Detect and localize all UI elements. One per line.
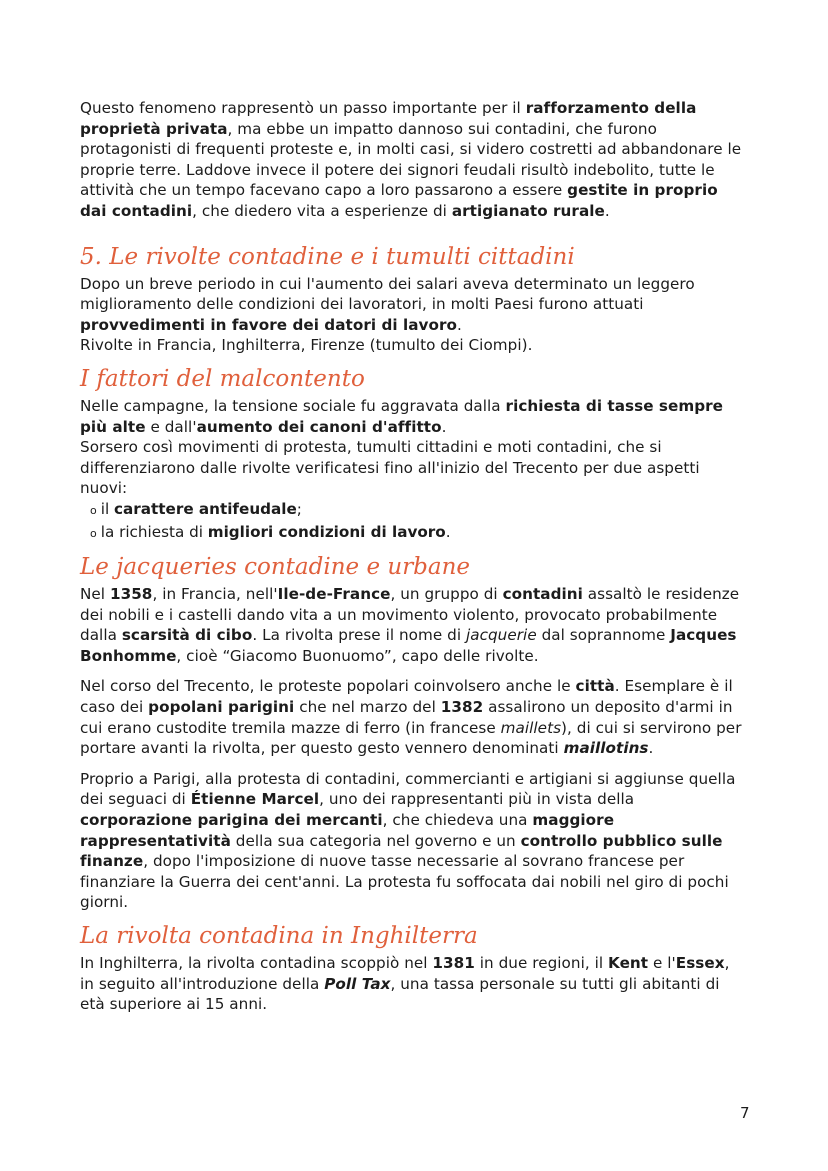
bullet-list: [80, 499, 748, 544]
bold-text: carattere antifeudale: [114, 499, 297, 518]
text: .: [604, 201, 610, 220]
text: , in Francia, nell': [152, 585, 278, 604]
bold-text: città: [575, 677, 615, 696]
text: In Inghilterra, la rivolta contadina scoppiò nel: [80, 954, 433, 972]
text: assalirono un deposito d'armi in cui erano custodite tremila mazze di ferro (in francese: [80, 698, 733, 737]
bold-text: rafforzamento della proprietà privata: [80, 99, 697, 138]
text: , una tassa personale su tutti gli abitanti di età superiore ai 15 anni.: [80, 974, 720, 1014]
text: il: [100, 499, 115, 518]
text: Nel: [80, 585, 110, 604]
list-item: [90, 499, 748, 522]
bold-text: artigianato rurale: [451, 201, 605, 220]
text: della sua categoria nel governo e un: [230, 831, 521, 850]
bold-text: aumento dei canoni d'affitto: [196, 417, 442, 436]
subheading-rivolta-inghilterra: La rivolta contadina in Inghilterra: [80, 923, 478, 949]
bold-text: 1358: [109, 585, 153, 604]
bold-text: controllo pubblico sulle finanze: [80, 831, 723, 871]
bold-text: maggiore rappresentatività: [80, 811, 615, 850]
bold-text: 1381: [432, 954, 475, 972]
subheading-fattori-malcontento: I fattori del malcontento: [80, 365, 365, 392]
text: .: [445, 522, 451, 541]
bold-text: Étienne Marcel: [190, 790, 320, 809]
section-heading-rivolte: 5. Le rivolte contadine e i tumulti cittadini: [80, 243, 575, 270]
italic-text: jacquerie: [465, 626, 537, 645]
text: .: [441, 417, 447, 436]
text: Dopo un breve periodo in cui l'aumento dei salari aveva determinato un leggero miglioramento delle condizioni dei lavoratori, in molti Paesi furono attuati: [80, 274, 695, 314]
bullet-marker: o: [90, 503, 97, 517]
bold-text: contadini: [502, 585, 583, 604]
text: , un gruppo di: [390, 585, 503, 604]
bold-text: 1382: [440, 698, 484, 717]
bold-text: Essex: [675, 954, 725, 972]
text: ), di cui si servirono per portare avanti la rivolta, per questo gesto vennero denominati: [80, 718, 742, 758]
bold-text: richiesta di tasse sempre più alte: [80, 396, 724, 436]
paragraph-proprieta-privata: [80, 98, 748, 222]
text: in due regioni, il: [474, 954, 609, 972]
bold-text: popolani parigini: [148, 698, 295, 717]
text: la richiesta di: [100, 522, 208, 541]
bold-text: Kent: [608, 954, 649, 972]
bullet-marker: o: [90, 526, 97, 540]
text: e l': [648, 954, 676, 972]
text: Nel corso del Trecento, le proteste popolari coinvolsero anche le: [80, 677, 576, 696]
bold-text: migliori condizioni di lavoro: [207, 522, 446, 541]
text: , dopo l'imposizione di nuove tasse necessarie al sovrano francese per finanziare la Guerra dei cent'anni. La protesta fu soffocata dai nobili nel giro di pochi giorni.: [80, 852, 729, 912]
paragraph-maillotins: [80, 676, 748, 758]
text: Questo fenomeno rappresentò un passo importante per il: [80, 99, 526, 117]
text: che nel marzo del: [294, 698, 441, 717]
text: , ma ebbe un impatto dannoso sui contadini, che furono protagonisti di frequenti proteste e, in molti casi, si videro costretti ad abbandonare le proprie terre. Laddove invece il potere dei signori feudali risultò indebolito, tutte le attività che un tempo facevano capo a loro passarono a essere: [80, 119, 742, 200]
bold-text: provvedimenti in favore dei datori di lavoro: [80, 315, 457, 334]
text: , cioè “Giacomo Buonuomo”, capo delle rivolte.: [176, 646, 539, 665]
text: Rivolte in Francia, Inghilterra, Firenze (tumulto dei Ciompi).: [80, 336, 533, 355]
paragraph-provvedimenti: [80, 274, 748, 356]
page-number: 7: [740, 1104, 750, 1122]
bold-italic-text: Poll Tax: [324, 974, 391, 993]
paragraph-inghilterra: [80, 953, 748, 1015]
text: , che diedero vita a esperienze di: [192, 201, 452, 220]
paragraph-tensione-sociale: [80, 396, 748, 499]
text: . Esemplare è il caso dei: [80, 677, 733, 717]
text: .: [648, 739, 654, 758]
paragraph-etienne-marcel: [80, 769, 748, 913]
text: , che chiedeva una: [382, 811, 533, 830]
text: , uno dei rappresentanti più in vista della: [319, 790, 635, 809]
page-content: [80, 98, 748, 1015]
text: Sorsero così movimenti di protesta, tumulti cittadini e moti contadini, che si differenziarono dalle rivolte verificatesi fino all'inizio del Trecento per due aspetti nuovi:: [80, 438, 700, 498]
list-item: [90, 522, 748, 545]
bold-text: gestite in proprio dai contadini: [80, 181, 718, 220]
text: .: [456, 315, 462, 334]
text: assaltò le residenze dei nobili e i castelli dando vita a un movimento violento, provocato probabilmente dalla: [80, 585, 740, 645]
bold-text: Jacques Bonhomme: [80, 626, 737, 665]
text: ;: [296, 499, 302, 518]
text: Proprio a Parigi, alla protesta di contadini, commercianti e artigiani si aggiunse quella dei seguaci di: [80, 769, 736, 809]
bold-italic-text: maillotins: [563, 739, 649, 758]
italic-text: maillets: [500, 718, 562, 737]
text: Nelle campagne, la tensione sociale fu aggravata dalla: [80, 396, 506, 415]
bold-text: corporazione parigina dei mercanti: [80, 811, 383, 830]
paragraph-jacquerie-1358: [80, 584, 748, 666]
text: dal soprannome: [536, 626, 671, 645]
bold-text: Ile-de-France: [277, 585, 391, 604]
text: , in seguito all'introduzione della: [80, 954, 730, 993]
text: . La rivolta prese il nome di: [252, 626, 466, 645]
bold-text: scarsità di cibo: [121, 626, 253, 645]
text: e dall': [145, 417, 197, 436]
subheading-jacqueries: Le jacqueries contadine e urbane: [80, 554, 471, 581]
